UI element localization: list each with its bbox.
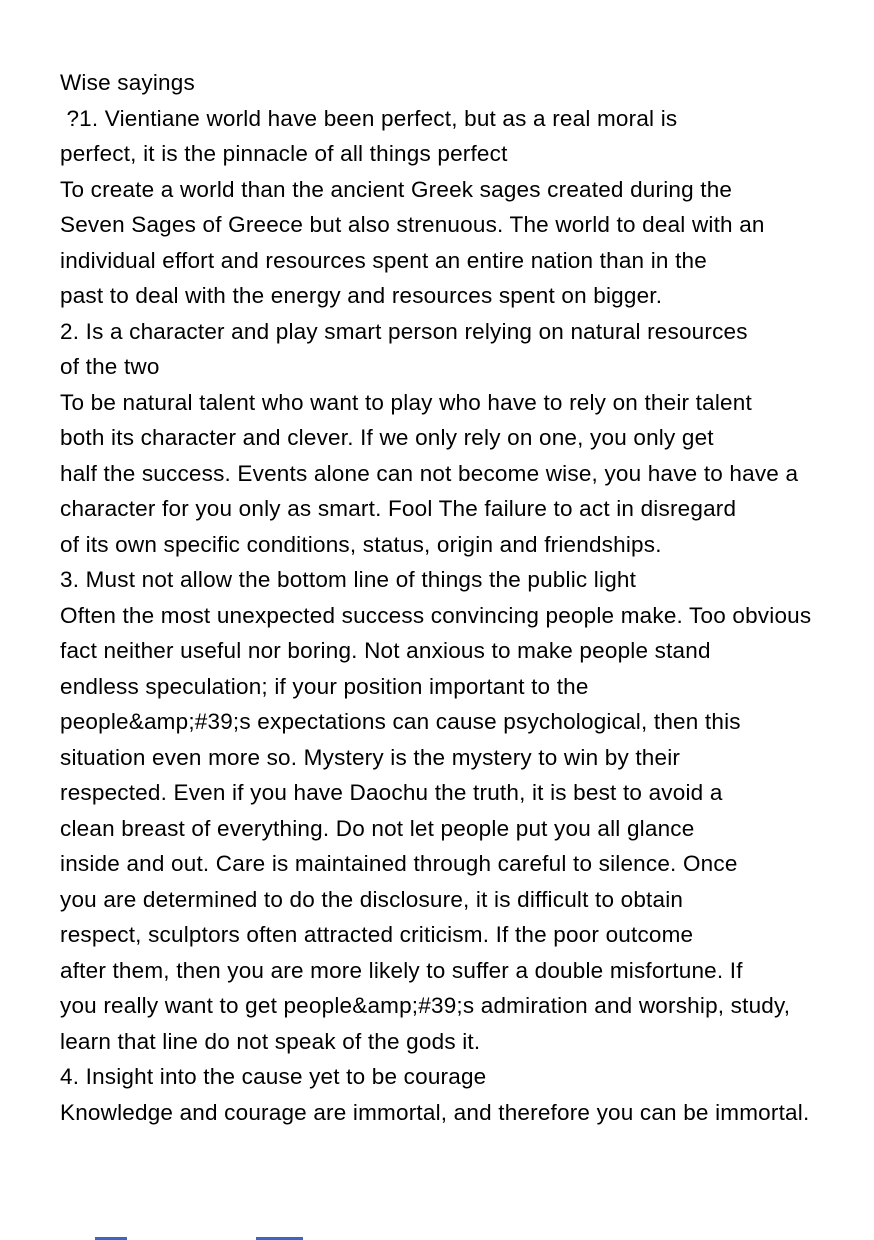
text-line: you really want to get people&amp;#39;s admiration and worship, study, xyxy=(60,993,791,1018)
text-line: To be natural talent who want to play who have to rely on their talent xyxy=(60,389,752,415)
text-line: fact neither useful nor boring. Not anxious to make people stand xyxy=(60,638,711,663)
section-heading-4: 4. Insight into the cause yet to be courage xyxy=(60,1064,487,1089)
text-line: people&amp;#39;s expectations can cause psychological, then this xyxy=(60,709,741,734)
text-line: Often the most unexpected success convincing people make. Too obvious xyxy=(60,602,812,628)
text-line: inside and out. Care is maintained through careful to silence. Once xyxy=(60,851,738,876)
text-line: character for you only as smart. Fool The failure to act in disregard xyxy=(60,496,737,521)
text-line: respect, sculptors often attracted criticism. If the poor outcome xyxy=(60,922,694,947)
text-line: Seven Sages of Greece but also strenuous. The world to deal with an xyxy=(60,212,765,237)
section-heading-1: ?1. Vientiane world have been perfect, but as a real moral is xyxy=(60,105,678,131)
text-line: perfect, it is the pinnacle of all things perfect xyxy=(60,141,508,166)
section-heading-2: 2. Is a character and play smart person relying on natural resources xyxy=(60,318,748,344)
text-line: half the success. Events alone can not become wise, you have to have a xyxy=(60,460,799,486)
text-line: Knowledge and courage are immortal, and therefore you can be immortal. xyxy=(60,1099,810,1125)
text-line: endless speculation; if your position important to the xyxy=(60,673,589,699)
text-line: after them, then you are more likely to suffer a double misfortune. If xyxy=(60,957,743,983)
document-title: Wise sayings xyxy=(60,70,195,95)
section-heading-3: 3. Must not allow the bottom line of things the public light xyxy=(60,567,637,592)
text-line: of its own specific conditions, status, origin and friendships. xyxy=(60,531,662,557)
text-line: learn that line do not speak of the gods it. xyxy=(60,1028,481,1054)
text-line: both its character and clever. If we only rely on one, you only get xyxy=(60,425,714,450)
text-line: respected. Even if you have Daochu the truth, it is best to avoid a xyxy=(60,780,723,805)
text-line: past to deal with the energy and resources spent on bigger. xyxy=(60,283,663,308)
text-line: situation even more so. Mystery is the mystery to win by their xyxy=(60,744,681,770)
text-line: of the two xyxy=(60,354,160,379)
text-line: clean breast of everything. Do not let people put you all glance xyxy=(60,815,695,841)
text-line: you are determined to do the disclosure, it is difficult to obtain xyxy=(60,886,684,912)
text-line: individual effort and resources spent an entire nation than in the xyxy=(60,247,707,273)
text-line: To create a world than the ancient Greek sages created during the xyxy=(60,176,733,202)
